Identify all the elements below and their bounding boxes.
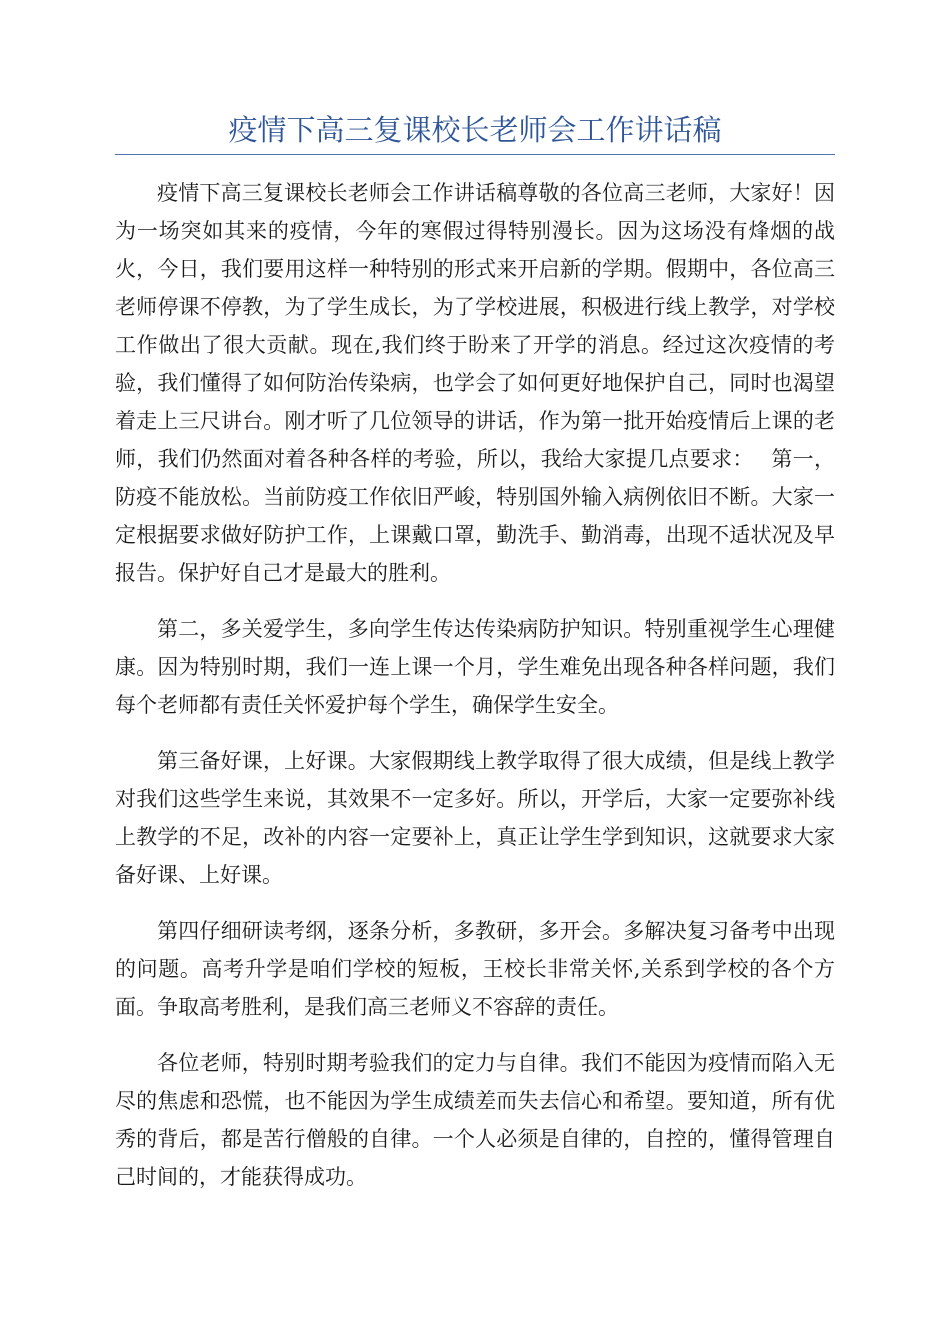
title-underline xyxy=(115,154,835,155)
paragraph-2: 第二，多关爱学生，多向学生传达传染病防护知识。特别重视学生心理健康。因为特别时期，我们一连上课一个月，学生难免出现各种各样问题，我们每个老师都有责任关怀爱护每个学生，确保学生安全。 xyxy=(115,617,835,717)
document-title: 疫情下高三复课校长老师会工作讲话稿 xyxy=(228,113,722,147)
paragraph-3: 第三备好课，上好课。大家假期线上教学取得了很大成绩，但是线上教学对我们这些学生来说，其效果不一定多好。所以，开学后，大家一定要弥补线上教学的不足，改补的内容一定要补上，真正让学生学到知识，这就要求大家备好课、上好课。 xyxy=(115,749,835,887)
paragraph-1: 疫情下高三复课校长老师会工作讲话稿尊敬的各位高三老师，大家好！因为一场突如其来的疫情，今年的寒假过得特别漫长。因为这场没有烽烟的战火，今日，我们要用这样一种特别的形式来开启新的学期。假期中，各位高三老师停课不停教，为了学生成长，为了学校进展，积极进行线上教学，对学校工作做出了很大贡献。现在,我们终于盼来了开学的消息。经过这次疫情的考验，我们懂得了如何防治传染病，也学会了如何更好地保护自己，同时也渴望着走上三尺讲台。刚才听了几位领导的讲话，作为第一批开始疫情后上课的老师，我们仍然面对着各种各样的考验，所以，我给大家提几点要求： 第一，防疫不能放松。当前防疫工作依旧严峻，特别国外输入病例依旧不断。大家一定根据要求做好防护工作，上课戴口罩，勤洗手、勤消毒，出现不适状况及早报告。保护好自己才是最大的胜利。 xyxy=(115,181,835,585)
document-body xyxy=(115,174,835,1214)
paragraph-4: 第四仔细研读考纲，逐条分析，多教研，多开会。多解决复习备考中出现的问题。高考升学是咱们学校的短板，王校长非常关怀,关系到学校的各个方面。争取高考胜利，是我们高三老师义不容辞的责任。 xyxy=(115,919,835,1019)
paragraph-5: 各位老师，特别时期考验我们的定力与自律。我们不能因为疫情而陷入无尽的焦虑和恐慌，也不能因为学生成绩差而失去信心和希望。要知道，所有优秀的背后，都是苦行僧般的自律。一个人必须是自律的，自控的，懂得管理自己时间的，才能获得成功。 xyxy=(115,1051,835,1189)
